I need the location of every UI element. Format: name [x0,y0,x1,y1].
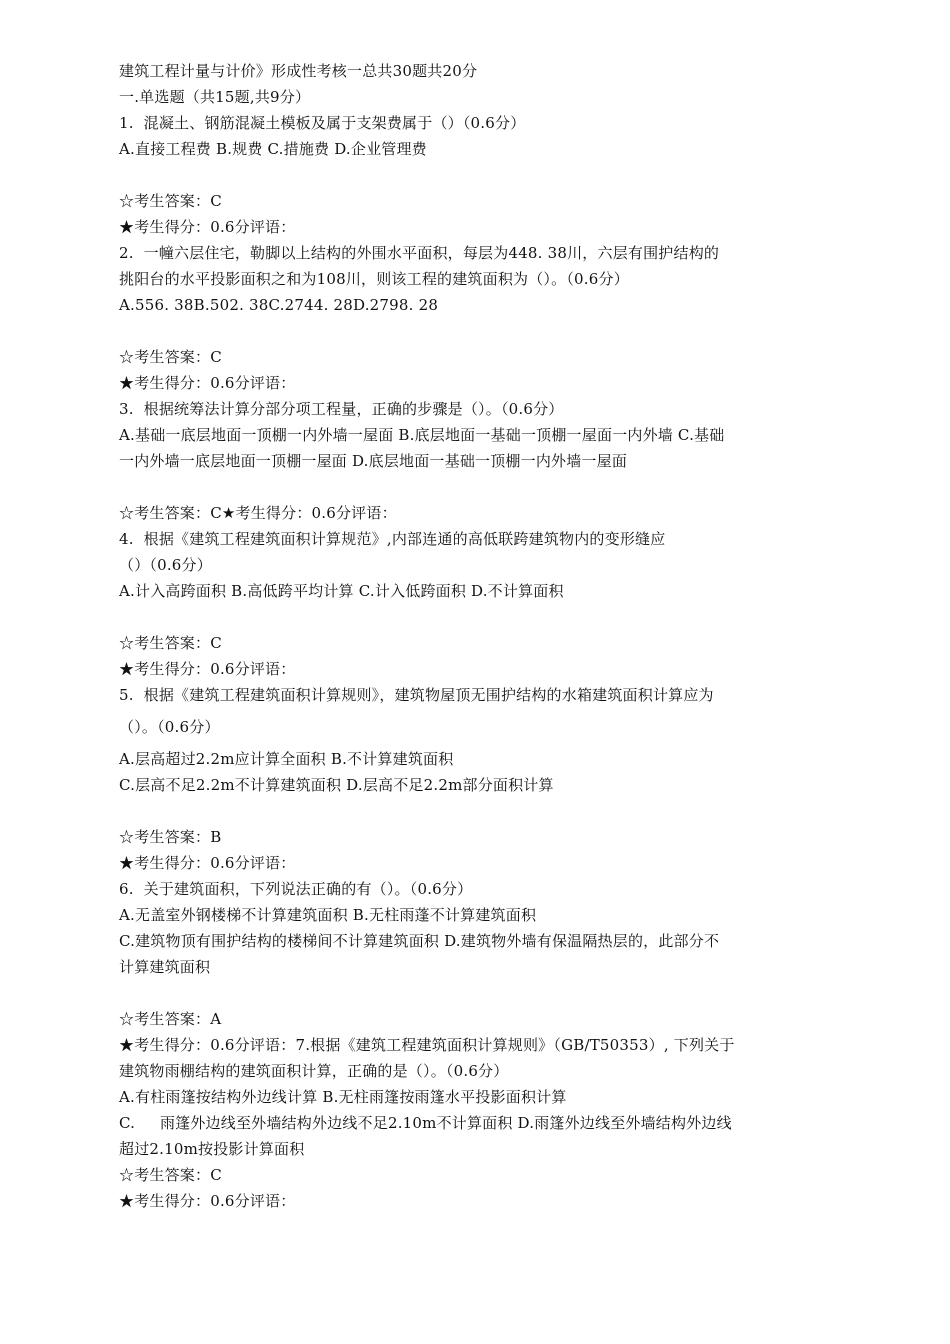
q2-stem-line1: 2. 一幢六层住宅，勒脚以上结构的外围水平面积，每层为448. 38川，六层有围护结构的 [119,244,720,262]
q2-stem-line2: 挑阳台的水平投影面积之和为108川，则该工程的建筑面积为（）。（0.6分） [119,270,629,288]
q4-stem-line1: 4. 根据《建筑工程建筑面积计算规范》,内部连通的高低联跨建筑物内的变形缝应 [119,530,666,548]
q4-stem-line2: （）（0.6分） [119,556,212,574]
q5-score: ★考生得分：0.6分评语： [119,854,296,872]
q4-score: ★考生得分：0.6分评语： [119,660,296,678]
q5-stem-line1: 5. 根据《建筑工程建筑面积计算规则》，建筑物屋顶无围护结构的水箱建筑面积计算应为 [119,686,714,704]
q7-options-line2: C. 雨篷外边线至外墙结构外边线不足2.10m不计算面积 D.雨篷外边线至外墙结构外边线 [119,1114,732,1132]
q3-options-line2: 一内外墙一底层地面一顶棚一屋面 D.底层地面一基础一顶棚一内外墙一屋面 [119,452,628,470]
q5-stem-line2: （）。（0.6分） [119,718,220,736]
q5-answer: ☆考生答案：B [119,828,222,846]
q7-stem-line2: 建筑物雨棚结构的建筑面积计算，正确的是（）。（0.6分） [119,1062,509,1080]
section-heading: 一.单选题（共15题,共9分） [119,88,311,106]
q3-stem: 3. 根据统筹法计算分部分项工程量，正确的步骤是（）。（0.6分） [119,400,564,418]
q6-score-q7-stem: ★考生得分：0.6分评语：7.根据《建筑工程建筑面积计算规则》（GB/T50353）, 下列关于 [119,1036,735,1054]
q7-options-line3: 超过2.10m按投影计算面积 [119,1140,305,1158]
q7-options-line1: A.有柱雨篷按结构外边线计算 B.无柱雨篷按雨篷水平投影面积计算 [119,1088,567,1106]
q6-options-line3: 计算建筑面积 [119,958,211,976]
q7-answer: ☆考生答案：C [119,1166,222,1184]
q6-answer: ☆考生答案：A [119,1010,222,1028]
q5-options-line2: C.层高不足2.2m不计算建筑面积 D.层高不足2.2m部分面积计算 [119,776,554,794]
q6-options-line2: C.建筑物顶有围护结构的楼梯间不计算建筑面积 D.建筑物外墙有保温隔热层的，此部分不 [119,932,720,950]
q2-options: A.556. 38B.502. 38C.2744. 28D.2798. 28 [119,296,439,314]
q3-options-line1: A.基础一底层地面一顶棚一内外墙一屋面 B.底层地面一基础一顶棚一屋面一内外墙 C.基础 [119,426,725,444]
q6-options-line1: A.无盖室外钢楼梯不计算建筑面积 B.无柱雨蓬不计算建筑面积 [119,906,537,924]
q1-options: A.直接工程费 B.规费 C.措施费 D.企业管理费 [119,140,427,158]
document-title: 建筑工程计量与计价》形成性考核一总共30题共20分 [119,62,478,80]
q5-options-line1: A.层高超过2.2m应计算全面积 B.不计算建筑面积 [119,750,454,768]
document-page [119,58,831,1214]
q7-score: ★考生得分：0.6分评语： [119,1192,296,1210]
q2-score: ★考生得分：0.6分评语： [119,374,296,392]
q1-answer: ☆考生答案：C [119,192,222,210]
q1-stem: 1. 混凝土、钢筋混凝土模板及属于支架费属于（）（0.6分） [119,114,526,132]
q4-answer: ☆考生答案：C [119,634,222,652]
q2-answer: ☆考生答案：C [119,348,222,366]
q4-options: A.计入高跨面积 B.高低跨平均计算 C.计入低跨面积 D.不计算面积 [119,582,564,600]
q3-answer-score: ☆考生答案：C★考生得分：0.6分评语： [119,504,397,522]
q6-stem: 6. 关于建筑面积，下列说法正确的有（）。（0.6分） [119,880,473,898]
q1-score: ★考生得分：0.6分评语： [119,218,296,236]
